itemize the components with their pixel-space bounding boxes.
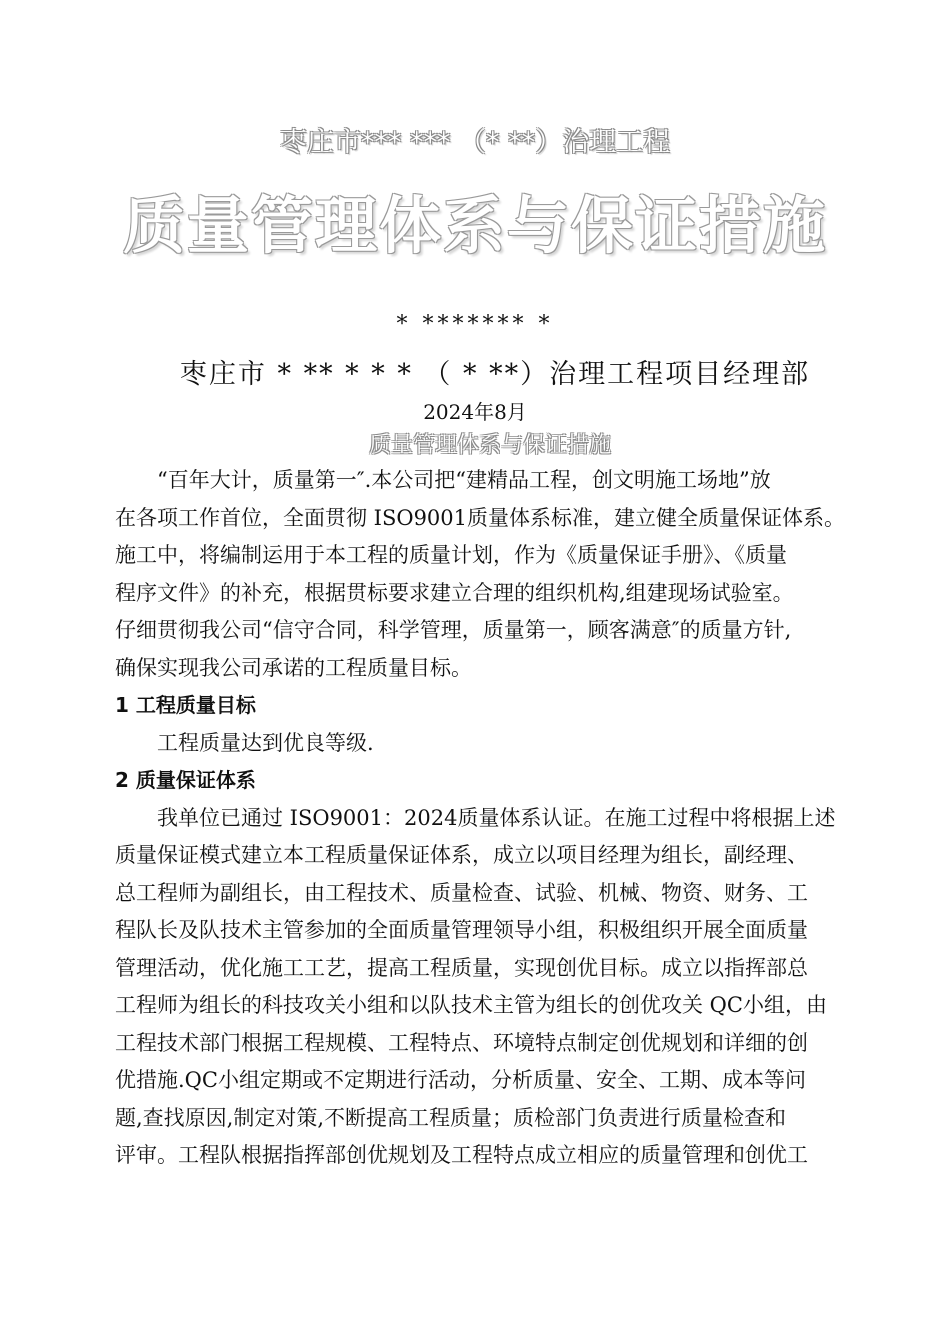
- section-2-line: 我单位已通过 ISO9001：2024质量体系认证。在施工过程中将根据上述: [157, 805, 836, 830]
- intro-line: 施工中，将编制运用于本工程的质量计划，作为《质量保证手册》、《质量: [115, 543, 787, 567]
- document-date: 2024年8月: [423, 400, 527, 424]
- intro-line: 仔细贯彻我公司“信守合同，科学管理，质量第一，顾客满意″的质量方针,: [115, 618, 792, 642]
- section-2-line: 程队长及队技术主管参加的全面质量管理领导小组，积极组织开展全面质量: [115, 918, 808, 942]
- section-2-line: 评审。工程队根据指挥部创优规划及工程特点成立相应的质量管理和创优工: [115, 1143, 808, 1167]
- department-name: 枣庄市 * ** * * * （ * **）治理工程项目经理部: [179, 359, 811, 390]
- section-title: 质量管理体系与保证措施: [368, 433, 611, 458]
- intro-line: 确保实现我公司承诺的工程质量目标。: [115, 655, 472, 680]
- section-2-line: 优措施.QC小组定期或不定期进行活动，分析质量、安全、工期、成本等问: [115, 1068, 806, 1092]
- section-2-heading: 2 质量保证体系: [115, 768, 256, 792]
- body-text: [115, 462, 875, 1175]
- section-1-text: 工程质量达到优良等级.: [157, 730, 374, 755]
- section-2-line: 管理活动，优化施工工艺，提高工程质量，实现创优目标。成立以指挥部总: [115, 955, 808, 980]
- section-1-heading: 1 工程质量目标: [115, 693, 256, 717]
- intro-line: “百年大计，质量第一″.本公司把“建精品工程，创文明施工场地”放: [157, 468, 771, 492]
- section-2-line: 质量保证模式建立本工程质量保证体系，成立以项目经理为组长，副经理、: [115, 843, 808, 867]
- section-2-line: 题,查找原因,制定对策,不断提高工程质量；质检部门负责进行质量检查和: [115, 1105, 787, 1130]
- section-2-line: 工程技术部门根据工程规模、工程特点、环境特点制定创优规划和详细的创: [115, 1030, 808, 1055]
- main-title: 质量管理体系与保证措施: [122, 189, 827, 262]
- project-line: 枣庄市*** *** （* **）治理工程: [279, 127, 671, 158]
- intro-line: 程序文件》的补充，根据贯标要求建立合理的组织机构,组建现场试验室。: [115, 580, 794, 605]
- company-name-masked: * ******* *: [396, 312, 554, 337]
- section-2-line: 总工程师为副组长，由工程技术、质量检查、试验、机械、物资、财务、工: [115, 880, 808, 905]
- section-2-line: 工程师为组长的科技攻关小组和以队技术主管为组长的创优攻关 QC小组，由: [115, 993, 827, 1017]
- intro-line: 在各项工作首位，全面贯彻 ISO9001质量体系标准，建立健全质量保证体系。: [115, 505, 846, 530]
